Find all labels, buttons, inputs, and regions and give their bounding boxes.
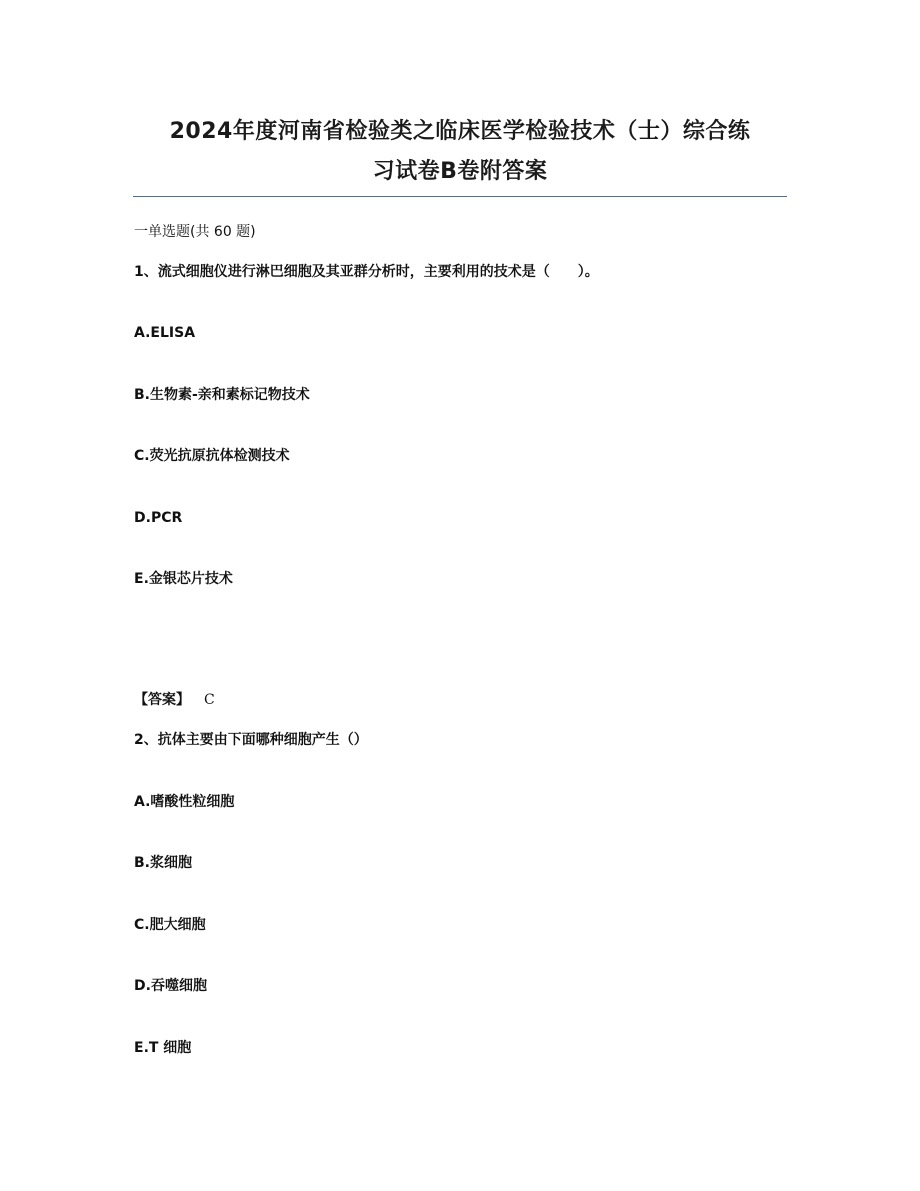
question-1-option-b: B.生物素-亲和素标记物技术 [134, 387, 310, 403]
question-2-option-a: A.嗜酸性粒细胞 [134, 794, 235, 810]
question-1-stem: 1、流式细胞仪进行淋巴细胞及其亚群分析时，主要利用的技术是（ ）。 [134, 264, 599, 280]
question-2-option-c: C.肥大细胞 [134, 917, 206, 933]
document-title-line-2: 习试卷B卷附答案 [372, 159, 548, 184]
answer-value: C [204, 692, 215, 708]
question-1-answer [134, 690, 215, 710]
answer-label: 【答案】 [134, 692, 190, 708]
question-1-option-a: A.ELISA [134, 325, 196, 341]
question-1-option-d: D.PCR [134, 510, 183, 526]
question-2-option-b: B.浆细胞 [134, 855, 192, 871]
title-divider [133, 196, 787, 197]
document-title-line-1: 2024年度河南省检验类之临床医学检验技术（士）综合练 [169, 119, 751, 144]
question-2-option-d: D.吞噬细胞 [134, 978, 207, 994]
question-2-option-e: E.T 细胞 [134, 1040, 192, 1056]
question-1-option-e: E.金银芯片技术 [134, 571, 233, 587]
section-heading: 一单选题(共 60 题) [134, 224, 256, 240]
question-1-option-c: C.荧光抗原抗体检测技术 [134, 448, 290, 464]
question-2-stem: 2、抗体主要由下面哪种细胞产生（） [134, 732, 368, 748]
